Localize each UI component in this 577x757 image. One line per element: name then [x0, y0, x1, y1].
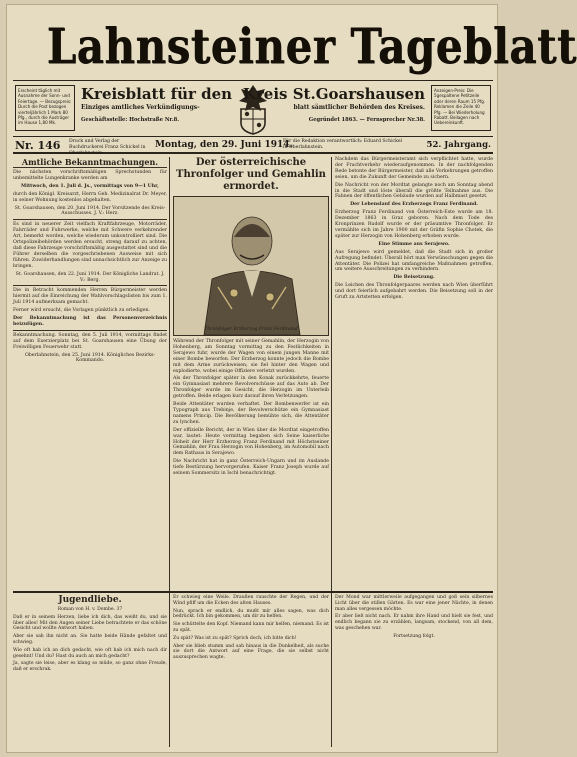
paragraph: Bekanntmachung. Sonntag, den 5. Juli 1914, vormittags findet auf dem Exerzierplatz bei St. Goarshausen eine Übung der Freiwilligen Feuerwehr statt. — [13, 332, 167, 350]
printer-credit: Druck und Verlag der Buchdruckerei Franz Schickel in Oberlahnstein. — [69, 139, 146, 156]
issue-info-bar — [13, 138, 493, 154]
divider — [13, 219, 167, 220]
paragraph: Der Bekanntmachung ist das Personenverzeichnis beizufügen. — [13, 316, 167, 327]
feuilleton-divider — [13, 591, 493, 593]
portrait-image — [173, 196, 329, 336]
paragraph: St. Goarshausen, den 22. Juni 1914. Der Königliche Landrat. J. V.: Berg. — [15, 271, 165, 283]
paragraph: Die in Betracht kommenden Herren Bürgermeister werden hiermit auf die Einreichung der Wahlvorschlagslisten bis zum 1. Juli 1914 aufmerksam gemacht. — [13, 288, 167, 306]
feuilleton-column-3 — [335, 595, 493, 750]
section-heading: Amtliche Bekanntmachungen. — [13, 157, 167, 168]
issue-date: Montag, den 29. Juni 1914. — [155, 140, 293, 150]
column-divider — [169, 157, 170, 747]
paragraph: Sie schüttelte den Kopf. Niemand kann mir helfen, niemand. Es ist zu spät. — [173, 622, 329, 633]
editor-credit: Für die Redaktion verantwortlich: Eduard Schickel in Oberlahnstein. — [283, 139, 403, 150]
paragraph: Aber sie sah ihn nicht an. Sie hatte beide Hände gefaltet und schwieg. — [13, 634, 167, 645]
paragraph: Während der Thronfolger mit seiner Gemahlin, der Herzogin von Hohenberg, am Sonntag vormittag zu den Festlichkeiten in Serajewo fuhr, wurde der Wagen von einem jungen Manne mit einer Bombe beworfen. Der Erzherzog konnte jedoch die Bombe mit dem Arme zurückweisen; sie fiel hinter den Wagen und explodierte, wobei einige Offiziere verletzt wurden. — [173, 339, 329, 374]
portrait-caption: Thronfolger Erzherzog Franz Ferdinand — [204, 327, 298, 333]
volume-number: 52. Jahrgang. — [426, 140, 491, 150]
paragraph: Ja, sagte sie leise, aber es klang so müde, so ganz ohne Freude, daß er erschrak. — [13, 661, 167, 673]
subheader-bar — [13, 80, 493, 137]
subheading: Der Lebenslauf des Erzherzogs Franz Ferdinand. — [350, 202, 478, 208]
authorities-label: blatt sämtlicher Behörden des Kreises. — [293, 104, 425, 111]
paragraph: Die Nachricht von der Mordtat gelangte noch am Sonntag abend in die Stadt und löste überall die größte Teilnahme aus. Die Fahnen der öffentlichen Gebäude wurden auf Halbmast gesetzt. — [335, 182, 493, 200]
feuilleton-title: Jugendliebe. — [58, 595, 122, 605]
paragraph: Mittwoch, den 1. Juli d. Js., vormittags von 9—1 Uhr, — [21, 183, 159, 189]
portrait-engraving-icon — [174, 197, 328, 335]
kreis-name-label: Kreis St.Goarshausen — [242, 85, 425, 103]
paragraph: Die nächsten vorschriftsmäßigen Sprechstunden für unbemittelte Lungenkranke werden am — [13, 170, 167, 181]
ad-price-box: Anzeigen-Preis: Die 5gespaltene Petitzeile oder deren Raum 15 Pfg. Reklamen die Zeile 40 Pfg. — Bei Wiederholung Rabatt. Beilagen nach Uebereinkunft. — [431, 85, 491, 131]
continued-story-column — [335, 157, 493, 589]
paragraph: Der offizielle Bericht, der in Wien über die Mordtat eingetroffen war, lautet: Heute vormittag begaben sich Seine kaiserliche Hoheit der Herr Erzherzog Franz Ferdinand mit Höchstseiner Gemahlin, der Frau Herzogin von Hohenberg, im Automobil nach dem Rathaus in Serajewo. — [173, 427, 329, 457]
paragraph: Beide Attentäter wurden verhaftet. Der Bombenwerfer ist ein Typograph aus Trebinje, der Revolverschütze ein Gymnasiast namens Princip. Die Bevölkerung bemühte sich, die Attentäter zu lynchen. — [173, 402, 329, 425]
paragraph: Er aber ließ nicht nach. Er nahm ihre Hand und hielt sie fest, und endlich begann sie zu erzählen, langsam, stockend, von all dem, was geschehen war. — [335, 614, 493, 631]
paragraph: Die Leichen des Thronfolgerpaares werden nach Wien überführt und dort feierlich aufgebahrt werden. Die Beisetzung soll in der Gruft zu Artstetten erfolgen. — [335, 283, 493, 301]
paragraph: Erzherzog Franz Ferdinand von Österreich-Este wurde am 18. Dezember 1863 in Graz geboren. Nach dem Tode des Kronprinzen Rudolf wurde er der präsumtive Thronfolger. Er vermählte sich im Jahre 1900 mit der Gräfin Sophie Chotek, die später zur Herzogin von Hohenberg erhoben wurde. — [335, 210, 493, 239]
feuilleton-column-2 — [173, 595, 329, 750]
divider — [13, 285, 167, 286]
column-divider — [331, 157, 332, 747]
paragraph: Ferner wird ersucht, die Vorlagen pünktlich zu erledigen. — [13, 308, 151, 314]
paragraph: Aber sie blieb stumm und sah hinaus in die Dunkelheit, als suche sie dort die Antwort auf eine Frage, die sie selbst nicht auszusprechen wagte. — [173, 643, 329, 661]
paragraph: Zu spät? Was ist zu spät? Sprich doch, ich bitte dich! — [173, 635, 297, 641]
office-address: Geschäftsstelle: Hochstraße Nr.8. — [81, 117, 180, 123]
paragraph: Der Mond war mittlerweile aufgegangen und goß sein silbernes Licht über die stillen Gärten. Es war eine jener Nächte, in denen man alles vergessen möchte. — [335, 595, 493, 612]
paragraph: Als der Thronfolger später in den Konak zurückkehrte, feuerte ein Gymnasiast mehrere Revolverschüsse auf das Auto ab. Der Thronfolger wurde im Gesicht, die Herzogin im Unterleib getroffen. Beide erlagen kurz darauf ihren Verletzungen. — [173, 376, 329, 400]
paragraph: Nun, sprach er endlich, du mußt mir alles sagen, was dich bedrückt. Ich bin gekommen, um dir zu helfen. — [173, 608, 329, 620]
paragraph: Die Nachricht hat in ganz Österreich-Ungarn und im Auslande tiefe Bestürzung hervorgerufen. Kaiser Franz Joseph wurde auf seinem Sommersitz in Ischl benachrichtigt. — [173, 459, 329, 477]
official-gazette-label: Einziges amtliches Verkündigungs- — [81, 104, 200, 111]
paragraph: Fortsetzung folgt. — [393, 633, 435, 639]
paragraph: St. Goarshausen, den 20. Juni 1914. Der Vorsitzende des Kreis-Ausschusses. J. V.: Herz. — [14, 205, 166, 217]
paragraph: Es sind in neuerer Zeit vielfach Kraftfahrzeuge, Motorräder, Fahrräder und Fuhrwerke, welche mit Schwere verkehrender Art, bemerkt worden, welche wiederum unkontrolliert sind. Die Ortspolizeibehörden werden ersucht, streng darauf zu achten, daß diese Fahrzeuge vorschriftsmäßig ausgestattet sind und die Führer derselben die vorgeschriebenen Ausweise mit sich führen. Zuwiderhandlungen sind unnachsichtlich zur Anzeige zu bringen. — [13, 222, 167, 269]
official-notices-column — [13, 157, 167, 589]
paragraph: Nachdem das Bürgermeisteramt sich verpflichtet hatte, wurde der Frachtverkehr wiederaufgenommen. In der nachfolgenden Rede betonte der Bürgermeister, daß alle Vorkehrungen getroffen seien, um die Zukunft der Gemeinde zu sichern. — [335, 157, 493, 180]
divider — [13, 330, 167, 331]
kreisblatt-label: Kreisblatt für den — [81, 85, 233, 103]
paragraph: Wie oft hab ich an dich gedacht, wie oft hab ich mich nach dir gesehnt! Und du? Hast du auch an mich gedacht? — [13, 647, 167, 659]
newspaper-page — [6, 4, 577, 753]
subscription-info-box: Erscheint täglich mit Ausnahme der Sonn- und Feiertage. — Bezugspreis: Durch die Post bezogen vierteljährlich 1 Mark 80 Pfg., durch die Austräger im Hause 1,80 Mk. — [15, 85, 75, 131]
subheading: Eine Stimme aus Serajewo. — [378, 241, 450, 247]
lead-headline: Der österreichische Thronfolger und Gemahlin ermordet. — [176, 157, 326, 192]
founded-phone-label: Gegründet 1863. — Fernsprecher Nr.38. — [308, 117, 425, 123]
subheading: Die Beisetzung. — [393, 275, 435, 281]
paragraph: Oberlahnstein, den 25. Juni 1914. Königliches Bezirks-Kommando. — [24, 352, 156, 364]
feuilleton-column-1 — [13, 595, 167, 750]
masthead-title: Lahnsteiner Tageblatt — [46, 17, 577, 75]
paragraph: Aus Serajewo wird gemeldet, daß die Stadt sich in großer Aufregung befindet. Überall hört man Verwünschungen gegen die Attentäter. Die Polizei hat umfangreiche Maßnahmen getroffen, um weitere Ausschreitungen zu verhindern. — [335, 249, 493, 273]
paragraph: Er schwieg eine Weile. Draußen rauschte der Regen, und der Wind pfiff um die Ecken des alten Hauses. — [173, 595, 329, 606]
paragraph: Daß er in seinem Herzen, liebe ich dich, das weißt du, und sie über alles! Mit den Augen seiner Liebe betrachtete er das schöne Gesicht und wollte Antwort haben. — [13, 614, 167, 632]
lead-story-column — [173, 157, 329, 589]
feuilleton-byline: Roman von H. v. Dombe. 37 — [57, 607, 123, 612]
issue-number: Nr. 146 — [15, 139, 61, 152]
paragraph: durch den Königl. Kreisarzt, Herrn Geh. Medizinalrat Dr. Meyer, in seiner Wohnung kostenlos abgehalten. — [13, 191, 167, 203]
